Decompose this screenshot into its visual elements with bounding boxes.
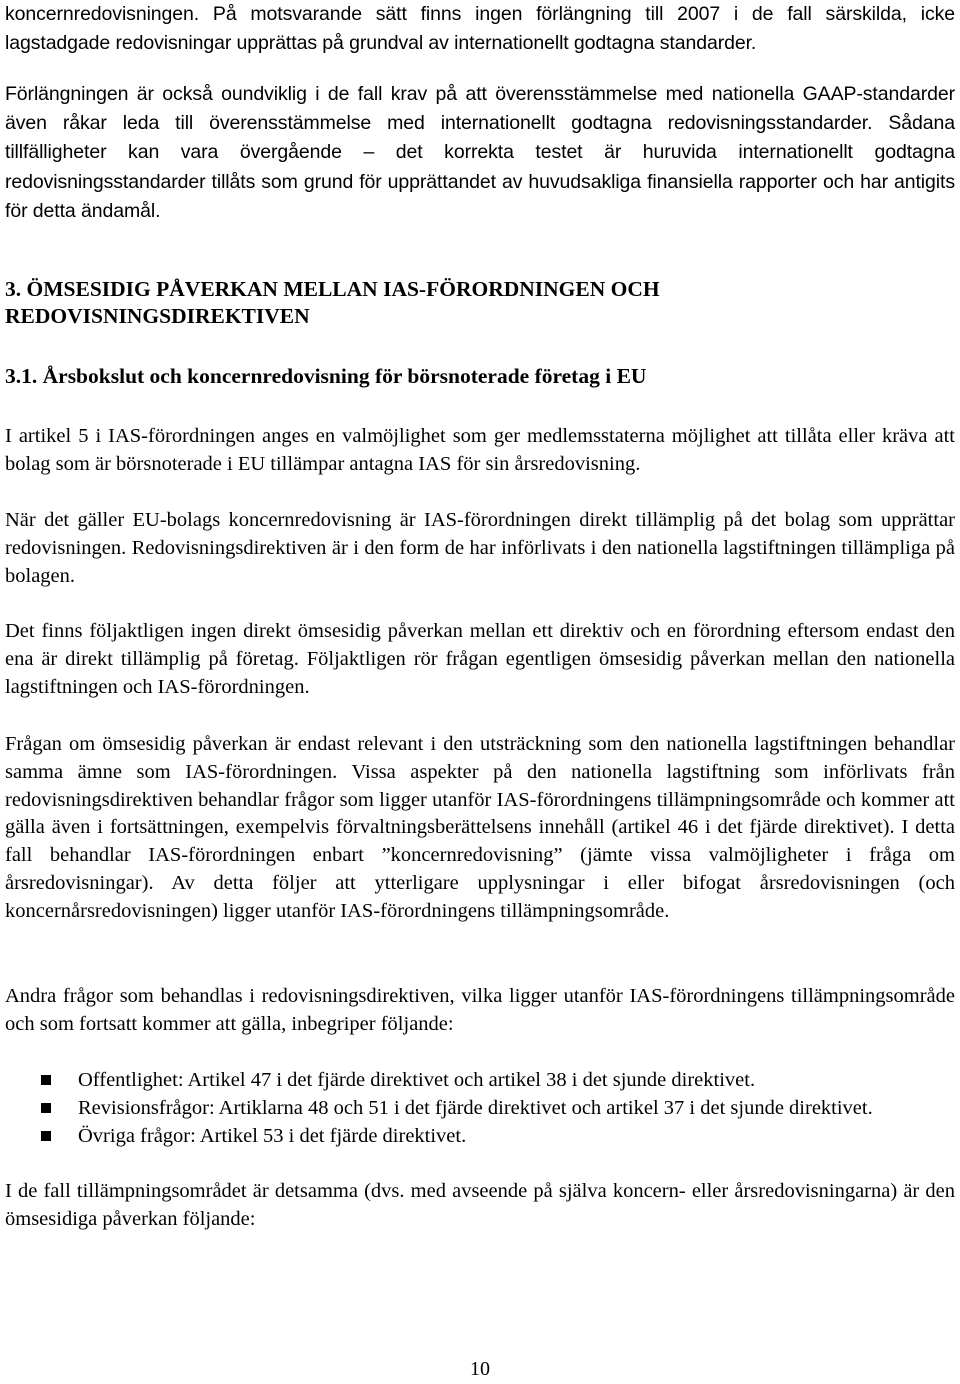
issues-bullet-list	[5, 1066, 955, 1150]
page-number: 10	[470, 1358, 490, 1380]
bullet-item-publicity	[5, 1066, 955, 1094]
bullet-item-audit	[5, 1094, 955, 1122]
section-heading-3-line1: 3. ÖMSESIDIG PÅVERKAN MELLAN IAS-FÖRORDNINGEN OCH	[5, 277, 660, 301]
paragraph-no-direct-interaction: Det finns följaktligen ingen direkt ömsesidig påverkan mellan ett direktiv och en förordning eftersom endast den ena är direkt tillämplig på företag. Följaktligen rör frågan egentligen ömsesidig påverkan mellan den nationella lagstiftningen och IAS-förordningen.	[5, 620, 955, 698]
bullet-text: Revisionsfrågor: Artiklarna 48 och 51 i det fjärde direktivet och artikel 37 i det sjunde direktivet.	[78, 1097, 873, 1119]
bullet-text: Övriga frågor: Artikel 53 i det fjärde direktivet.	[78, 1125, 467, 1147]
paragraph-extension-gaap: Förlängningen är också oundviklig i de fall krav på att överensstämmelse med nationella GAAP-standarder även råkar leda till överensstämmelse med internationellt godtagna redovisningsstandarder. Sådana tillfälligheter kan vara övergående – det korrekta testet är huruvida internationellt godtagna redovisningsstandarder tillåts som grund för upprättandet av huvudsakliga finansiella rapporter och har antigits för detta ändamål.	[5, 83, 955, 222]
bullet-text: Offentlighet: Artikel 47 i det fjärde direktivet och artikel 38 i det sjunde direktivet.	[78, 1069, 756, 1091]
section-heading-3-line2: REDOVISNINGSDIREKTIVEN	[5, 304, 310, 328]
bullet-square-icon	[41, 1103, 51, 1113]
paragraph-eu-consolidated: När det gäller EU-bolags koncernredovisning är IAS-förordningen direkt tillämplig på det bolag som upprättar redovisningen. Redovisningsdirektiven är i den form de har införlivats i den nationella lagstiftningen tillämpliga på bolagen.	[5, 509, 955, 587]
section-heading-3	[5, 276, 955, 330]
paragraph-relevance-scope: Frågan om ömsesidig påverkan är endast relevant i den utsträckning som den nationella lagstiftningen behandlar samma ämne som IAS-förordningen. Vissa aspekter på den nationella lagstiftning som införlivats från redovisningsdirektiven behandlar frågor som ligger utanför IAS-förordningens tillämpningsområde och kommer att gälla även i fortsättningen, exempelvis förvaltningsberättelsens innehåll (artikel 46 i det fjärde direktivet). I detta fall behandlar IAS-förordningen enbart ”koncernredovisning” (jämte vissa valmöjligheter i fråga om årsredovisningar). Av detta följer att ytterligare upplysningar i eller bifogat årsredovisningen (och koncernårsredovisningen) ligger utanför IAS-förordningens tillämpningsområde.	[5, 733, 955, 922]
paragraph-other-issues: Andra frågor som behandlas i redovisningsdirektiven, vilka ligger utanför IAS-förordningens tillämpningsområde och som fortsatt kommer att gälla, inbegriper följande:	[5, 985, 955, 1035]
paragraph-article-5: I artikel 5 i IAS-förordningen anges en valmöjlighet som ger medlemsstaterna möjlighet att tillåta eller kräva att bolag som är börsnoterade i EU tillämpar antagna IAS för sin årsredovisning.	[5, 425, 955, 475]
subsection-heading-3-1: 3.1. Årsbokslut och koncernredovisning för börsnoterade företag i EU	[5, 364, 647, 388]
bullet-item-other	[5, 1122, 955, 1150]
paragraph-same-scope: I de fall tillämpningsområdet är detsamma (dvs. med avseende på själva koncern- eller årsredovisningarna) är den ömsesidiga påverkan följande:	[5, 1180, 955, 1230]
bullet-square-icon	[41, 1131, 51, 1141]
bullet-square-icon	[41, 1075, 51, 1085]
paragraph-intro-continued: koncernredovisningen. På motsvarande sätt finns ingen förlängning till 2007 i de fall särskilda, icke lagstadgade redovisningar upprättas på grundval av internationellt godtagna standarder.	[5, 3, 955, 55]
